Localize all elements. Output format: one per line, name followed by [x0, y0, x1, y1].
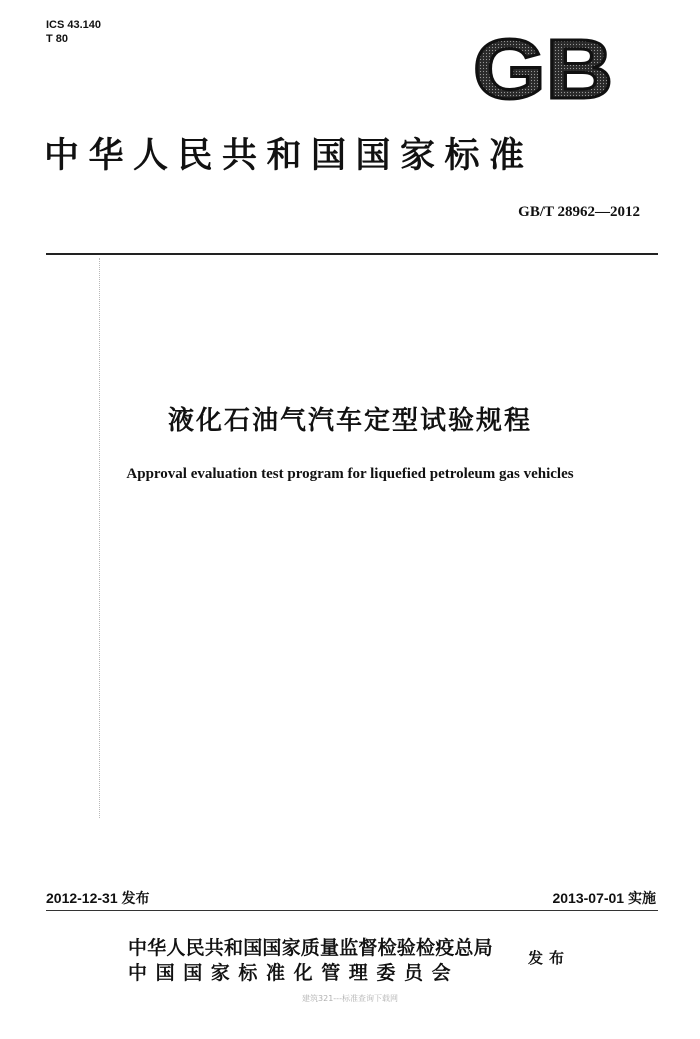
gb-logo [470, 28, 616, 106]
publish-label: 发布 [528, 949, 571, 967]
binding-guide-line [99, 258, 100, 818]
national-standard-title: 中华人民共和国国家标准 [44, 135, 534, 176]
standard-number: GB/T 28962—2012 [518, 204, 640, 220]
implementation-date: 2013-07-01 实施 [552, 890, 656, 906]
document-title-chinese: 液化石油气汽车定型试验规程 [167, 406, 532, 436]
header-divider [46, 253, 658, 255]
document-title-english: Approval evaluation test program for liquefied petroleum gas vehicles [126, 466, 574, 482]
footer-divider [46, 910, 658, 911]
issuing-authority-aqsiq: 中华人民共和国国家质量监督检验检疫总局 [128, 937, 493, 959]
gb-logo-text: GB [473, 28, 613, 106]
ics-code: ICS 43.140 [46, 19, 102, 31]
issue-date: 2012-12-31 发布 [46, 890, 150, 906]
classification-block [46, 18, 101, 46]
watermark-text: 建筑321---标准查询下载网 [302, 994, 398, 1003]
issuing-authority-sac: 中国国家标准化管理委员会 [128, 962, 460, 984]
ccs-code: T 80 [46, 33, 69, 45]
